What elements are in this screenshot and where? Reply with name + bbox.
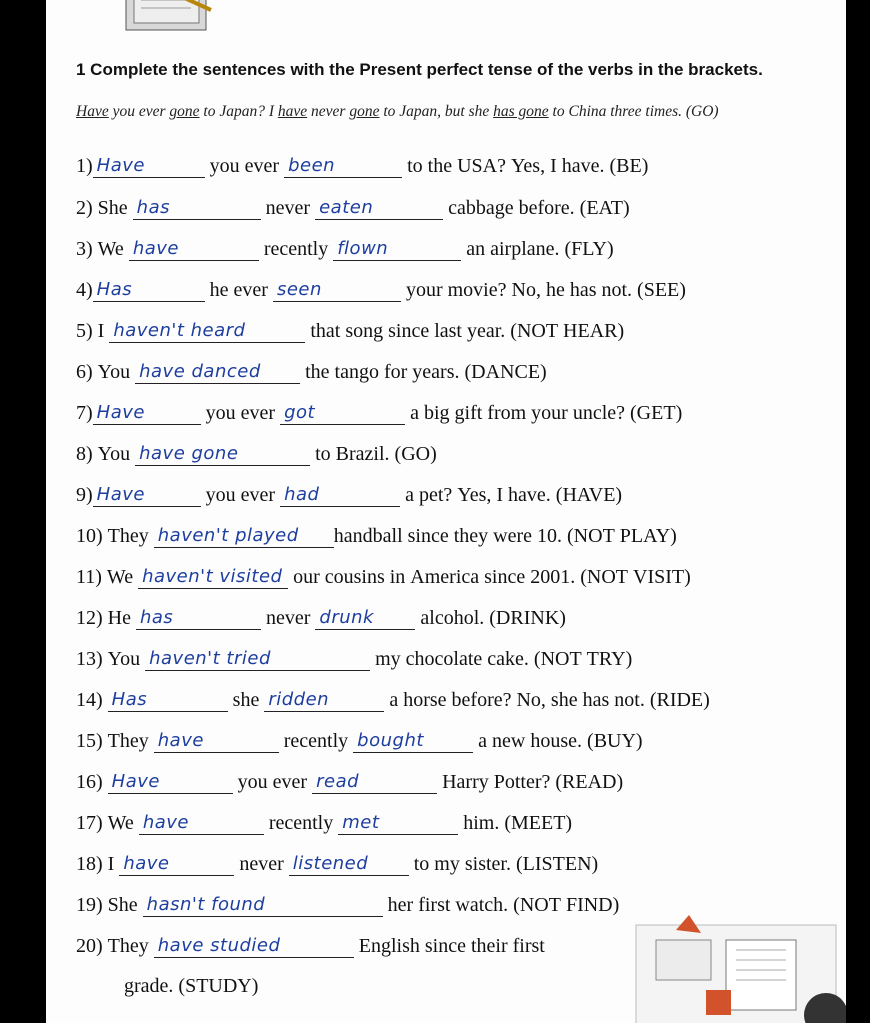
handwritten-answer: Have <box>111 771 160 792</box>
example-underlined-word: gone <box>349 103 380 120</box>
sentence-text: 1) <box>76 155 93 177</box>
handwritten-answer: met <box>342 812 380 833</box>
answer-blank[interactable] <box>138 564 288 589</box>
sentence-text: an airplane. (FLY) <box>461 238 614 260</box>
answer-blank[interactable] <box>133 195 261 220</box>
sentence-text: a big gift from your uncle? (GET) <box>405 402 683 424</box>
handwritten-answer: eaten <box>319 197 374 218</box>
handwritten-answer: have <box>157 730 204 751</box>
example-text: to Japan? I <box>199 103 278 120</box>
handwritten-answer: Has <box>111 689 148 710</box>
handwritten-answer: has <box>139 607 174 628</box>
sentence-text: handball since they were 10. (NOT PLAY) <box>333 525 677 547</box>
sentence-text: 20) They <box>76 935 154 957</box>
answer-blank[interactable] <box>135 441 310 466</box>
answer-blank[interactable] <box>108 769 233 794</box>
sentence-text: our cousins in America since 2001. (NOT VISIT) <box>288 566 691 588</box>
answer-blank[interactable] <box>280 482 400 507</box>
example-sentence <box>76 103 719 121</box>
worksheet <box>46 0 846 1023</box>
answer-blank[interactable] <box>145 646 370 671</box>
sentence-text: never <box>234 853 289 875</box>
handwritten-answer: have <box>123 853 170 874</box>
sentence-15 <box>76 723 643 753</box>
answer-blank[interactable] <box>154 523 334 548</box>
sentence-2 <box>76 190 630 220</box>
answer-blank[interactable] <box>143 892 383 917</box>
answer-blank[interactable] <box>312 769 437 794</box>
example-text: never <box>307 103 350 120</box>
answer-blank[interactable] <box>338 810 458 835</box>
handwritten-answer: ridden <box>268 689 330 710</box>
answer-blank[interactable] <box>264 687 384 712</box>
handwritten-answer: has <box>136 197 170 218</box>
sentence-5 <box>76 313 624 343</box>
sentence-text: he ever <box>204 279 273 301</box>
handwritten-answer: drunk <box>319 607 374 628</box>
sentence-text: recently <box>258 238 334 260</box>
handwritten-answer: bought <box>357 730 424 751</box>
sentence-text: 9) <box>76 484 93 506</box>
handwritten-answer: have <box>132 238 179 259</box>
example-text: you ever <box>108 103 170 120</box>
answer-blank[interactable] <box>119 851 234 876</box>
sentence-19 <box>76 887 619 917</box>
answer-blank[interactable] <box>315 195 443 220</box>
sentence-8 <box>76 436 437 466</box>
sentence-text: you ever <box>204 155 285 177</box>
answer-blank[interactable] <box>136 605 261 630</box>
sentence-16 <box>76 764 623 794</box>
answer-blank[interactable] <box>129 236 259 261</box>
answer-blank[interactable] <box>109 318 305 343</box>
answer-blank[interactable] <box>315 605 415 630</box>
handwritten-answer: Have <box>96 155 145 176</box>
handwritten-answer: haven't tried <box>149 648 271 669</box>
sentence-text: 17) We <box>76 812 139 834</box>
sentence-11 <box>76 559 691 589</box>
example-text: to Japan, but she <box>379 103 494 120</box>
handwritten-answer: read <box>316 771 360 792</box>
example-underlined-word: gone <box>169 103 200 120</box>
handwritten-answer: have studied <box>157 935 281 956</box>
answer-blank[interactable] <box>93 400 201 425</box>
sentence-text: you ever <box>200 402 281 424</box>
handwritten-answer: had <box>284 484 320 505</box>
sentence-text: 12) He <box>76 607 136 629</box>
sentence-text: a horse before? No, she has not. (RIDE) <box>384 689 710 711</box>
answer-blank[interactable] <box>353 728 473 753</box>
handwritten-answer: got <box>284 402 316 423</box>
answer-blank[interactable] <box>154 728 279 753</box>
sentence-20-continuation: grade. (STUDY) <box>124 975 259 997</box>
answer-blank[interactable] <box>108 687 228 712</box>
handwritten-answer: Has <box>96 279 133 300</box>
answer-blank[interactable] <box>154 933 354 958</box>
notebook-pencil-illustration <box>116 0 256 40</box>
exercise-heading: 1 Complete the sentences with the Present perfect tense of the verbs in the brackets. <box>76 60 763 79</box>
sentence-12 <box>76 600 566 630</box>
sentence-text: 13) You <box>76 648 146 670</box>
sentence-6 <box>76 354 547 384</box>
answer-blank[interactable] <box>289 851 409 876</box>
handwritten-answer: been <box>288 155 336 176</box>
example-underlined-word: has gone <box>493 103 549 120</box>
sentence-text: 8) You <box>76 443 136 465</box>
sentence-9 <box>76 477 622 507</box>
sentence-text: English since their first <box>353 935 545 957</box>
sentence-text: 6) You <box>76 361 136 383</box>
answer-blank[interactable] <box>284 153 402 178</box>
handwritten-answer: haven't played <box>157 525 299 546</box>
handwritten-answer: haven't visited <box>142 566 283 587</box>
sentence-7 <box>76 395 682 425</box>
handwritten-answer: seen <box>276 279 322 300</box>
answer-blank[interactable] <box>93 277 205 302</box>
sentence-text: a new house. (BUY) <box>473 730 643 752</box>
sentence-text: 2) She <box>76 197 133 219</box>
sentence-text: your movie? No, he has not. (SEE) <box>400 279 686 301</box>
sentence-text: 16) <box>76 771 108 793</box>
answer-blank[interactable] <box>139 810 264 835</box>
answer-blank[interactable] <box>93 153 205 178</box>
sentence-text: a pet? Yes, I have. (HAVE) <box>400 484 623 506</box>
sentence-4 <box>76 272 686 302</box>
handwritten-answer: listened <box>292 853 369 874</box>
sentence-13 <box>76 641 632 671</box>
handwritten-answer: have gone <box>139 443 239 464</box>
sentence-text: you ever <box>232 771 313 793</box>
sentence-14 <box>76 682 710 712</box>
example-underlined-word: Have <box>76 103 109 120</box>
handwritten-answer: have <box>142 812 189 833</box>
example-text: to China three times. (GO) <box>548 103 719 120</box>
sentence-18 <box>76 846 598 876</box>
sentence-text: 14) <box>76 689 108 711</box>
sentence-3 <box>76 231 614 261</box>
answer-blank[interactable] <box>93 482 201 507</box>
sentence-20 <box>76 928 545 958</box>
handwritten-answer: haven't heard <box>113 320 246 341</box>
sentence-text: to my sister. (LISTEN) <box>408 853 599 875</box>
sentence-text: recently <box>263 812 339 834</box>
example-underlined-word: have <box>277 103 308 120</box>
sentence-text: 3) We <box>76 238 129 260</box>
handwritten-answer: flown <box>337 238 389 259</box>
sentence-text: to the USA? Yes, I have. (BE) <box>402 155 649 177</box>
sentence-text: cabbage before. (EAT) <box>443 197 630 219</box>
answer-blank[interactable] <box>333 236 461 261</box>
sentence-text: 15) They <box>76 730 154 752</box>
sentence-text: never <box>260 607 316 629</box>
sentence-text: recently <box>278 730 354 752</box>
sentence-text: 19) She <box>76 894 143 916</box>
sentence-text: 4) <box>76 279 93 301</box>
sentence-17 <box>76 805 572 835</box>
sentence-text: 11) We <box>76 566 139 588</box>
sentence-text: the tango for years. (DANCE) <box>300 361 547 383</box>
sentence-text: Harry Potter? (READ) <box>437 771 624 793</box>
sentence-text: him. (MEET) <box>458 812 573 834</box>
sentence-text: 10) They <box>76 525 154 547</box>
sentence-text: that song since last year. (NOT HEAR) <box>305 320 625 342</box>
handwritten-answer: hasn't found <box>146 894 266 915</box>
answer-blank[interactable] <box>273 277 401 302</box>
sentence-text: her first watch. (NOT FIND) <box>382 894 620 916</box>
sentence-text: 7) <box>76 402 93 424</box>
handwritten-answer: have danced <box>139 361 261 382</box>
sentence-text: you ever <box>200 484 281 506</box>
sentence-text: she <box>227 689 265 711</box>
sentence-text: my chocolate cake. (NOT TRY) <box>370 648 633 670</box>
sentence-text: 18) I <box>76 853 120 875</box>
sentence-10 <box>76 518 677 548</box>
handwritten-answer: Have <box>96 484 145 505</box>
sentence-text: never <box>260 197 316 219</box>
sentence-text: 5) I <box>76 320 110 342</box>
sentence-text: to Brazil. (GO) <box>310 443 437 465</box>
sentence-1 <box>76 148 648 178</box>
classroom-illustration <box>631 915 846 1023</box>
sentence-text: alcohol. (DRINK) <box>415 607 566 629</box>
handwritten-answer: Have <box>96 402 145 423</box>
answer-blank[interactable] <box>280 400 405 425</box>
answer-blank[interactable] <box>135 359 300 384</box>
